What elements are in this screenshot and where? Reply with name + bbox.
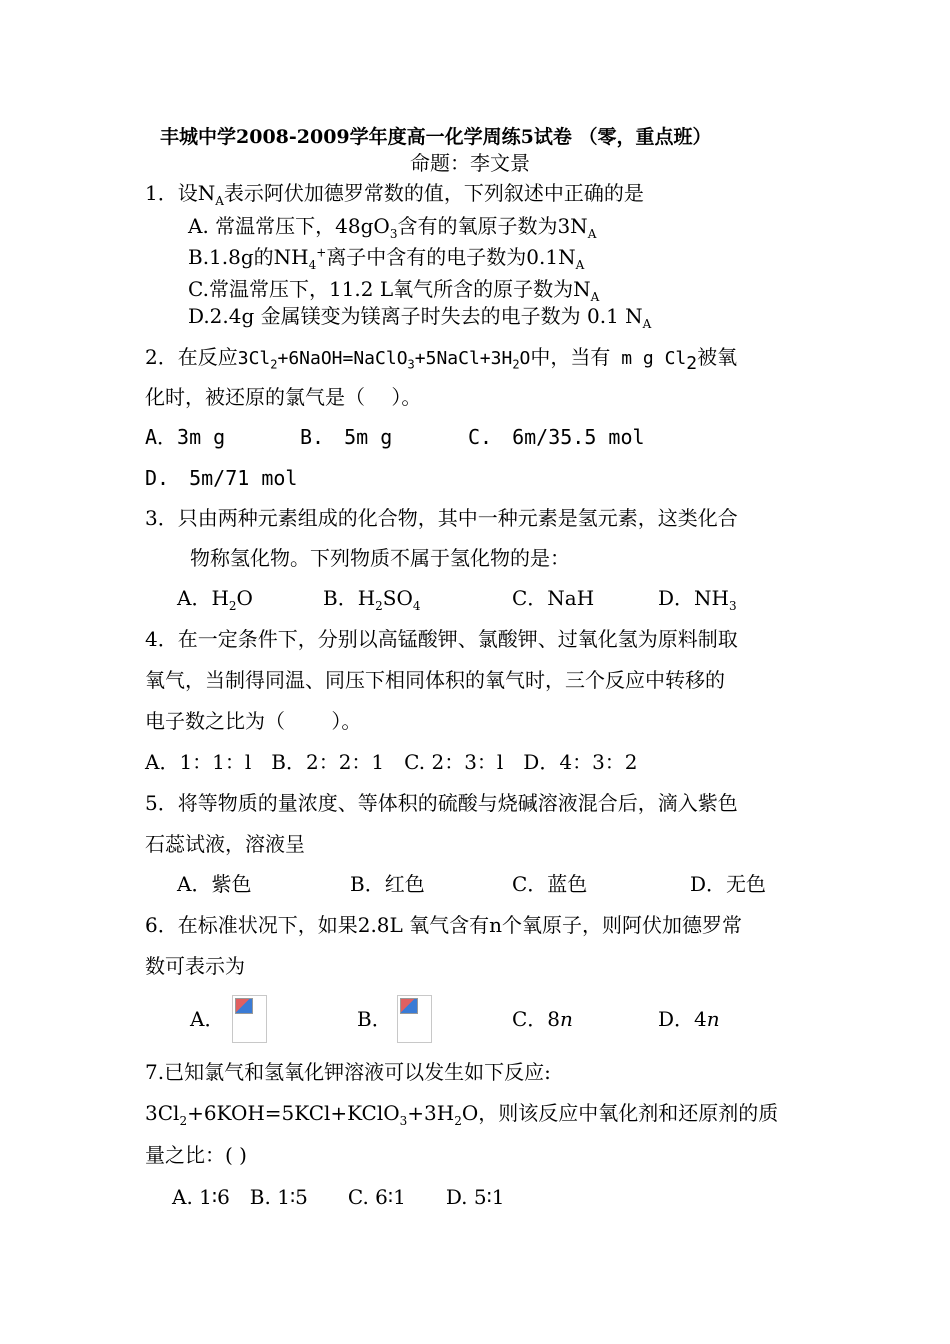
- q3-option-a: A．$H_2O$: [177, 586, 253, 613]
- author-line: 命题：李文景: [410, 151, 530, 175]
- q6-option-c: C．8n: [512, 1007, 573, 1031]
- q1-option-c: C.常温常压下，11.2 L氧气所含的原子数为$N_A$: [188, 277, 600, 304]
- q1-option-d: D.2.4g 金属镁变为镁离子时失去的电子数为 0.1 $N_A$: [188, 304, 652, 331]
- q3-line-2: 物称氢化物。下列物质不属于氢化物的是：: [190, 546, 570, 570]
- q5-option-d: D．无色: [690, 872, 767, 896]
- q2-option-b: B. 5m g: [300, 425, 393, 449]
- q3-option-d: D．$NH_3$: [658, 586, 737, 613]
- q7-line-2: $3Cl_2+6KOH=5KCl+KClO_3+3H_2O$，则该反应中氧化剂和还原剂的质: [145, 1101, 779, 1128]
- q6-option-a: A．: [190, 1007, 225, 1031]
- q1-stem: 1．设$N_A$表示阿伏加德罗常数的值，下列叙述中正确的是: [145, 181, 644, 208]
- q6-line-2: 数可表示为: [145, 954, 245, 978]
- q2-option-c: C. 6m/35.5 mol: [468, 425, 645, 449]
- q2-line-2: 化时，被还原的氯气是（ ）。: [145, 385, 422, 409]
- q7-line-3: 量之比：( ): [145, 1143, 247, 1167]
- q3-option-c: C．NaH: [512, 586, 595, 610]
- q5-line-2: 石蕊试液，溶液呈: [145, 832, 305, 856]
- q5-option-b: B．红色: [350, 872, 425, 896]
- page-title: 丰城中学2008-2009学年度高一化学周练5试卷 （零，重点班）: [160, 126, 712, 148]
- q3-option-b: B．$H_2SO_4$: [323, 586, 421, 613]
- q1-option-b: B.1.8g的$NH_4^+$离子中含有的电子数为$0.1N_A$: [188, 245, 585, 272]
- q1-option-a: A. 常温常压下，$48gO_3$含有的氧原子数为$3N_A$: [188, 214, 597, 241]
- broken-image-icon: [232, 995, 267, 1043]
- q3-line-1: 3．只由两种元素组成的化合物，其中一种元素是氢元素，这类化合: [145, 506, 738, 530]
- q2-option-a: A．3m g: [145, 425, 226, 449]
- q6-option-b: B．: [357, 1007, 392, 1031]
- q4-line-1: 4．在一定条件下，分别以高锰酸钾、氯酸钾、过氧化氢为原料制取: [145, 627, 738, 651]
- q7-line-1: 7.已知氯气和氢氧化钾溶液可以发生如下反应:: [145, 1060, 551, 1084]
- q6-option-d: D．4n: [658, 1007, 720, 1031]
- q4-options: A．1：1：l B．2：2：1 C. 2：3：l D．4：3：2: [145, 750, 638, 774]
- q5-line-1: 5．将等物质的量浓度、等体积的硫酸与烧碱溶液混合后，滴入紫色: [145, 791, 738, 815]
- broken-image-icon: [397, 995, 432, 1043]
- q2-option-d: D. 5m/71 mol: [145, 466, 298, 490]
- q4-line-3: 电子数之比为（ ）。: [145, 709, 362, 733]
- q5-option-a: A．紫色: [177, 872, 252, 896]
- q7-options: A. 1∶6 B. 1∶5 C. 6∶1 D. 5∶1: [172, 1185, 505, 1209]
- q2-line-1: 2．在反应$3Cl_2+6NaOH=NaClO_3+5NaCl+3H_2O$中，当有 m g $Cl_2$被氧: [145, 345, 738, 374]
- q5-option-c: C．蓝色: [512, 872, 588, 896]
- q4-line-2: 氧气，当制得同温、同压下相同体积的氧气时，三个反应中转移的: [145, 668, 725, 692]
- q6-line-1: 6．在标准状况下，如果2.8L 氧气含有n个氧原子，则阿伏加德罗常: [145, 913, 743, 937]
